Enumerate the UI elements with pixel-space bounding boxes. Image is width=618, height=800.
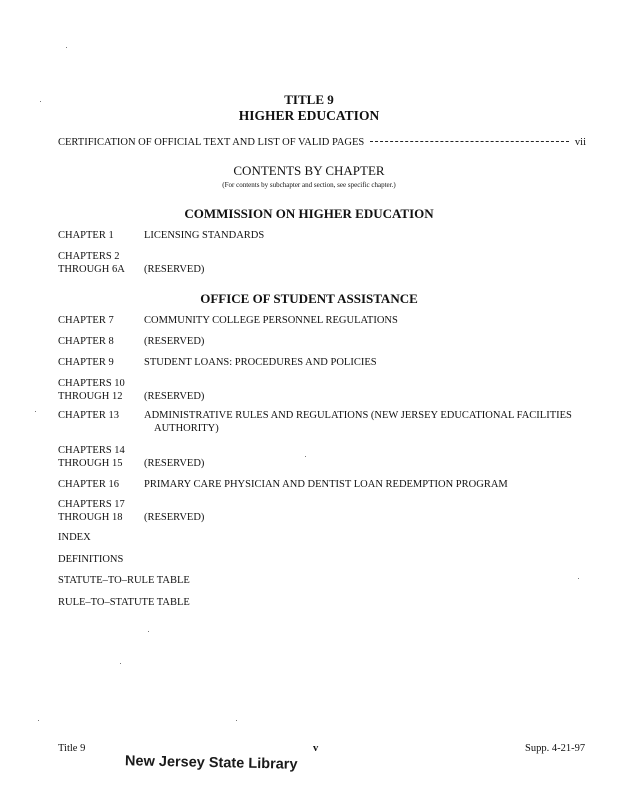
chapter-number-line1: CHAPTERS 17 [58, 499, 125, 510]
chapter-number-line2: THROUGH 12 [58, 391, 123, 402]
chapter-title: (RESERVED) [144, 391, 205, 402]
dot-leader [370, 141, 569, 142]
chapter-title: (RESERVED) [144, 512, 205, 523]
chapter-number-line2: THROUGH 6A [58, 264, 125, 275]
chapter-title-line2: AUTHORITY) [154, 423, 219, 434]
statute-to-rule-entry: STATUTE–TO–RULE TABLE [58, 575, 190, 586]
footer-page-number: v [313, 743, 319, 754]
chapter-number: CHAPTER 9 [58, 357, 114, 368]
chapter-title: LICENSING STANDARDS [144, 230, 265, 241]
library-stamp: New Jersey State Library [124, 753, 298, 773]
rule-to-statute-entry: RULE–TO–STATUTE TABLE [58, 597, 190, 608]
chapter-title: (RESERVED) [144, 458, 205, 469]
chapter-number: CHAPTER 1 [58, 230, 114, 241]
scan-speck [66, 47, 67, 48]
scan-speck [40, 101, 41, 102]
scan-speck [120, 663, 121, 664]
chapter-number [58, 250, 142, 276]
chapter-number: CHAPTER 13 [58, 410, 119, 421]
chapter-number: CHAPTER 16 [58, 479, 119, 490]
index-entry: INDEX [58, 532, 91, 543]
chapter-title: (RESERVED) [144, 264, 205, 275]
certification-label: CERTIFICATION OF OFFICIAL TEXT AND LIST OF VALID PAGES [58, 137, 365, 148]
chapter-number-line2: THROUGH 18 [58, 512, 123, 523]
chapter-title: (RESERVED) [144, 336, 205, 347]
chapter-number [58, 377, 142, 403]
chapter-number-line1: CHAPTERS 10 [58, 378, 125, 389]
definitions-entry: DEFINITIONS [58, 554, 124, 565]
chapter-number: CHAPTER 8 [58, 336, 114, 347]
scan-speck [305, 456, 306, 457]
section-heading: COMMISSION ON HIGHER EDUCATION [184, 206, 434, 221]
title-number: TITLE 9 [284, 92, 334, 107]
footer-title: Title 9 [58, 743, 86, 754]
section-heading: OFFICE OF STUDENT ASSISTANCE [200, 291, 418, 306]
chapter-number: CHAPTER 7 [58, 315, 114, 326]
scan-speck [578, 578, 579, 579]
scan-speck [148, 631, 149, 632]
chapter-number [58, 498, 142, 524]
chapter-title: COMMUNITY COLLEGE PERSONNEL REGULATIONS [144, 315, 398, 326]
chapter-number-line2: THROUGH 15 [58, 458, 123, 469]
certification-line [58, 137, 586, 148]
chapter-title [144, 409, 572, 435]
footer-supplement-date: Supp. 4-21-97 [525, 743, 586, 754]
scan-speck [35, 411, 36, 412]
scan-speck [38, 720, 39, 721]
chapter-number-line1: CHAPTERS 2 [58, 251, 120, 262]
title-name: HIGHER EDUCATION [238, 108, 380, 123]
contents-heading: CONTENTS BY CHAPTER [233, 163, 385, 178]
certification-page: vii [574, 137, 586, 148]
contents-note: (For contents by subchapter and section, see specific chapter.) [222, 181, 396, 189]
chapter-title: PRIMARY CARE PHYSICIAN AND DENTIST LOAN REDEMPTION PROGRAM [144, 479, 508, 490]
chapter-title: STUDENT LOANS: PROCEDURES AND POLICIES [144, 357, 377, 368]
scan-speck [236, 720, 237, 721]
chapter-number-line1: CHAPTERS 14 [58, 445, 125, 456]
chapter-title-line1: ADMINISTRATIVE RULES AND REGULATIONS (NEW JERSEY EDUCATIONAL FACILITIES [144, 410, 572, 421]
chapter-number [58, 444, 142, 470]
